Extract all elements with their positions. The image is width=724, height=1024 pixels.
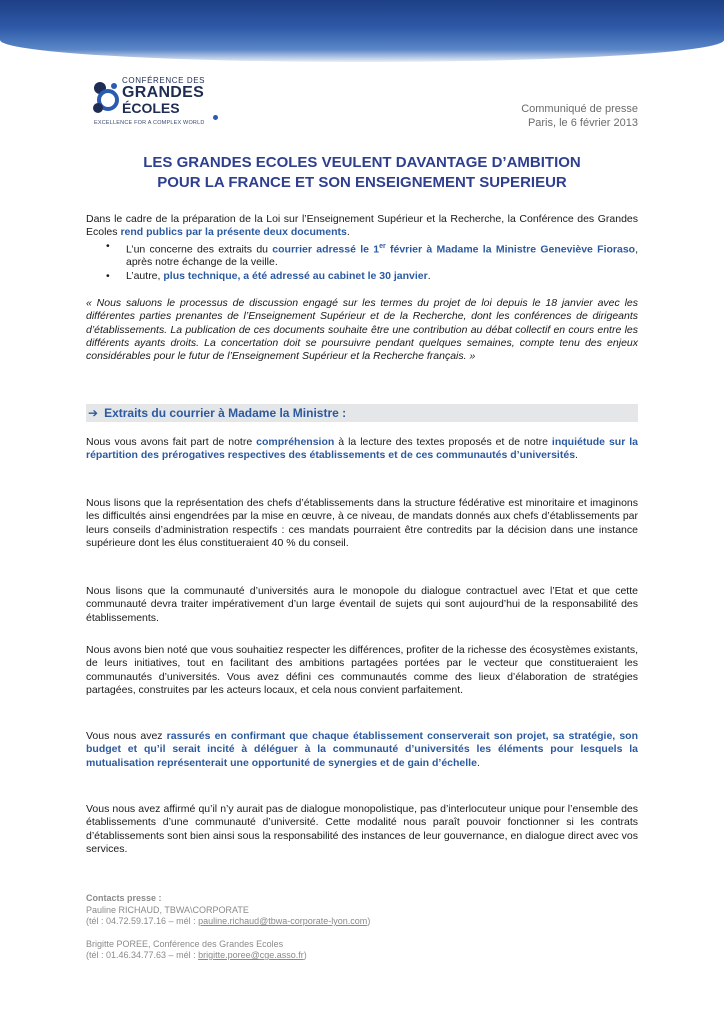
bullet-item: • L’autre, plus technique, a été adressé au cabinet le 30 janvier. <box>126 270 638 283</box>
section-heading: ➔ Extraits du courrier à Madame la Ministre : <box>86 404 638 422</box>
press-label: Communiqué de presse <box>521 103 638 115</box>
page-title <box>86 153 638 193</box>
paragraph-6: Vous nous avez affirmé qu’il n’y aurait pas de dialogue monopolistique, pas d’interlocuteur unique pour l’ensemble des établissements d’une communauté d’université. Cette modalité nous paraît pouvoir fonctionner si les contrats d’établissements sont bien ainsi sous la responsabilité des instances de leur gouvernance, en dialogue direct avec vos services. <box>86 803 638 855</box>
cge-logo-mark-icon <box>92 78 122 116</box>
press-release-meta <box>521 102 638 130</box>
paragraph-2: Nous lisons que la représentation des chefs d’établissements dans la structure fédérative est minoritaire et imaginons les difficultés ainsi engendrées par la mise en œuvre, à ce niveau, de mandats donnés aux chefs d’établissements par leurs conseils d’administration respectifs : ces mandats pourraient être contredits par la décision dans une instance supérieure dont les élus constitueraient 40 % du conseil. <box>86 497 638 549</box>
header-banner <box>0 0 724 62</box>
title-line2: POUR LA FRANCE ET SON ENSEIGNEMENT SUPERIEUR <box>157 174 567 191</box>
logo-dot-icon <box>213 115 218 120</box>
paragraph-3: Nous lisons que la communauté d’universités aura le monopole du dialogue contractuel avec l’Etat et que cette communauté devra traiter impérativement d’un large éventail de sujets qui sont aujourd’hui de la responsabilité des établissements. <box>86 585 638 624</box>
contact-1-name: Pauline RICHAUD, TBWA\CORPORATE <box>86 904 249 915</box>
intro-block <box>86 213 638 283</box>
paragraph-1: Nous vous avons fait part de notre compréhension à la lecture des textes proposés et de notre inquiétude sur la répartition des prérogatives respectives des établissements et de ces communautés d’universités. <box>86 436 638 462</box>
title-line1: LES GRANDES ECOLES VEULENT DAVANTAGE D’AMBITION <box>143 154 581 171</box>
logo-line3: ÉCOLES <box>122 100 180 116</box>
arrow-right-icon: ➔ <box>88 406 99 420</box>
logo-tagline: EXCELLENCE FOR A COMPLEX WORLD <box>94 120 205 126</box>
cge-logo <box>92 76 232 132</box>
logo-line1: CONFÉRENCE DES <box>122 76 206 85</box>
press-date: Paris, le 6 février 2013 <box>527 117 638 129</box>
contact-2-email-link[interactable]: brigitte.poree@cge.asso.fr <box>198 950 304 960</box>
contact-2-name: Brigitte POREE, Conférence des Grandes Ecoles <box>86 938 284 949</box>
contact-2-details: (tél : 01.46.34.77.63 – mél : brigitte.poree@cge.asso.fr) <box>86 950 307 960</box>
paragraph-4: Nous avons bien noté que vous souhaitiez respecter les différences, profiter de la richesse des écosystèmes existants, de leurs initiatives, tout en facilitant des ambitions partagées portées par le vecteur que constitueraient les communautés d’universités. Vous avez défini ces communautés comme des lieux d’élaboration de stratégies partagées, construites par les acteurs locaux, et cela nous convient parfaitement. <box>86 644 638 696</box>
logo-line2: GRANDES <box>122 84 205 101</box>
contact-1-email-link[interactable]: pauline.richaud@tbwa-corporate-lyon.com <box>198 916 368 926</box>
intro-bullet-list <box>86 240 638 283</box>
contacts-heading: Contacts presse : <box>86 893 162 903</box>
quote-paragraph: « Nous saluons le processus de discussion engagé sur les termes du projet de loi depuis le 18 janvier avec les différentes parties prenantes de l’Enseignement Supérieur et de la Recherche, dont les conférences de dirigeants d’établissements. La publication de ces documents souhaite être une contribution au débat collectif en cours entre les différents ayants droits. La concertation doit se poursuivre pendant quelques semaines, compte tenu des enjeux considérables pour le futur de l’Enseignement Supérieur et la Recherche français. » <box>86 297 638 363</box>
contact-1-details: (tél : 04.72.59.17.16 – mél : pauline.richaud@tbwa-corporate-lyon.com) <box>86 916 371 926</box>
bullet-item: • L’un concerne des extraits du courrier adressé le 1er février à Madame la Ministre Geneviève Fioraso, après notre échange de la veille. <box>126 240 638 270</box>
paragraph-5: Vous nous avez rassurés en confirmant que chaque établissement conserverait son projet, sa stratégie, son budget et qu’il serait incité à déléguer à la communauté d’universités les éléments pour lesquels la mutualisation représenterait une opportunité de synergies et de gain d’échelle. <box>86 730 638 769</box>
contacts-spacer <box>86 928 370 939</box>
intro-paragraph: Dans le cadre de la préparation de la Loi sur l’Enseignement Supérieur et la Recherche, la Conférence des Grandes Ecoles rend publics par la présente deux documents. <box>86 213 638 239</box>
press-contacts <box>86 893 370 962</box>
